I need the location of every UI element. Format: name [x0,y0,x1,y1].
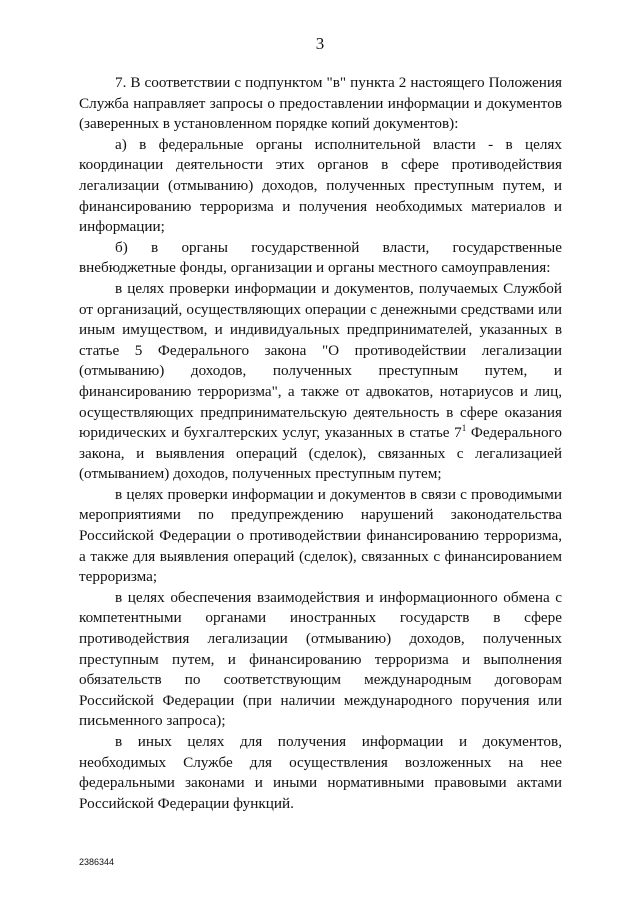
paragraph-b-item-1 [79,279,562,485]
document-code: 2386344 [79,857,115,867]
paragraph-b-item-3: в целях обеспечения взаимодействия и информационного обмена с компетентными органами иностранных государств в сфере противодействия легализации (отмыванию) доходов, полученных преступным путем, и финансированию терроризма и выполнения обязательств по соответствующим международным договорам Российской Федерации (при наличии международного поручения или письменного запроса); [79,588,562,730]
document-body [79,73,562,814]
paragraph-a: а) в федеральные органы исполнительной власти - в целях координации деятельности этих органов в сфере противодействия легализации (отмыванию) доходов, полученных преступным путем, и финансированию терроризма и получения необходимых материалов и информации; [79,135,562,236]
paragraph-b-item-2: в целях проверки информации и документов в связи с проводимыми мероприятиями по предупреждению нарушений законодательства Российской Федерации о противодействии финансированию терроризма, а также для выявления операций (сделок), связанных с финансированием терроризма; [79,485,562,586]
paragraph-b: б) в органы государственной власти, государственные внебюджетные фонды, организации и органы местного самоуправления: [79,238,562,277]
page-number: 3 [315,34,325,53]
paragraph-b-item-1-text: в целях проверки информации и документов, получаемых Службой от организаций, осуществляющих операции с денежными средствами или иным имуществом, и индивидуальных предпринимателей, указанных в статье 5 Федерального закона "О противодействии легализации (отмыванию) доходов, полученных преступным путем, и финансированию терроризма", а также от адвокатов, нотариусов и лиц, осуществляющих предпринимательскую деятельность в сфере оказания юридических и бухгалтерских услуг, указанных в статье 7 [79,279,562,442]
paragraph-b-item-1-tail: Федерального закона, и выявления операций (сделок), связанных с легализацией (отмыванием) доходов, полученных преступным путем; [79,424,562,483]
article-superscript: 1 [461,423,467,434]
paragraph-7-intro: 7. В соответствии с подпунктом "в" пункта 2 настоящего Положения Служба направляет запросы о предоставлении информации и документов (заверенных в установленном порядке копий документов): [79,74,562,133]
paragraph-b-item-4: в иных целях для получения информации и документов, необходимых Службе для осуществления возложенных на нее федеральными законами и иными нормативными правовыми актами Российской Федерации функций. [79,733,562,812]
